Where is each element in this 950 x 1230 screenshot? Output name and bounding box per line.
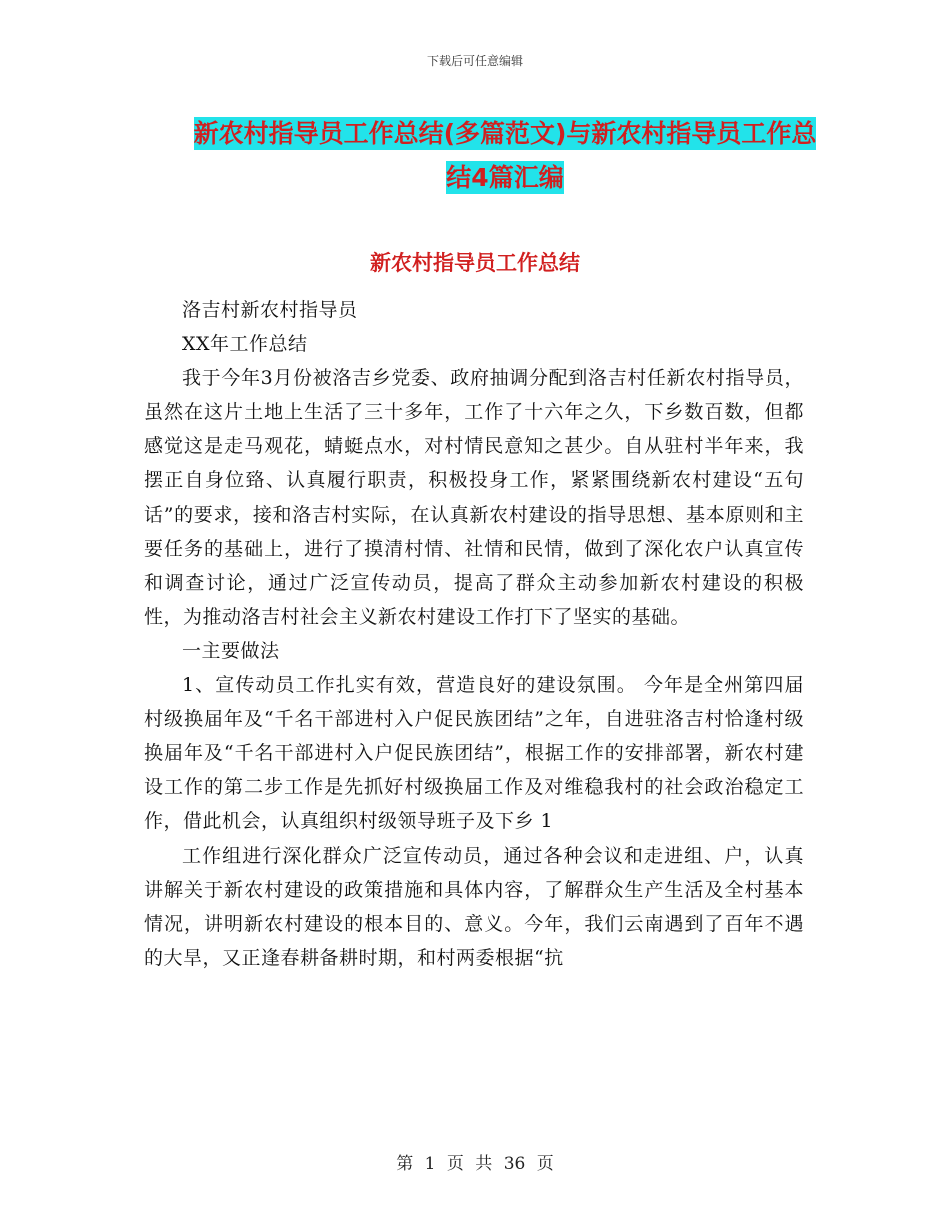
paragraph: 洛吉村新农村指导员 [182, 299, 358, 321]
page-footer: 第 1 页 共 36 页 [396, 1154, 554, 1174]
document-title-text: 新农村指导员工作总结(多篇范文)与新农村指导员工作总结4篇汇编 [193, 119, 817, 192]
paragraph: 工作组进行深化群众广泛宣传动员，通过各种会议和走进组、户，认真讲解关于新农村建设的政策措施和具体内容，了解群众生产生活及全村基本情况，讲明新农村建设的根本目的、意义。今年，我们云南遇到了百年不遇的大旱，又正逢春耕备耕时期，和村两委根据“抗 [144, 844, 804, 969]
document-body [144, 293, 804, 975]
paragraph: 1、宣传动员工作扎实有效，营造良好的建设氛围。 今年是全州第四届村级换届年及“千名干部进村入户促民族团结”之年，自进驻洛吉村恰逢村级换届年及“千名干部进村入户促民族团结”，根据工作的安排部署，新农村建设工作的第二步工作是先抓好村级换届工作及对维稳我村的社会政治稳定工作，借此机会，认真组织村级领导班子及下乡 1 [144, 674, 804, 833]
header-note: 下载后可任意编辑 [426, 54, 523, 68]
paragraph: 一主要做法 [182, 639, 280, 662]
section-title: 新农村指导员工作总结 [370, 251, 580, 275]
document-title [190, 112, 820, 200]
paragraph: 我于今年3月份被洛吉乡党委、政府抽调分配到洛吉村任新农村指导员，虽然在这片土地上生活了三十多年，工作了十六年之久，下乡数百数，但都感觉这是走马观花，蜻蜓点水，对村情民意知之甚少。自从驻村半年来，我摆正自身位臵、认真履行职责，积极投身工作，紧紧围绕新农村建设“五句话”的要求，接和洛吉村实际，在认真新农村建设的指导思想、基本原则和主要任务的基础上，进行了摸清村情、社情和民情，做到了深化农户认真宣传和调查讨论，通过广泛宣传动员，提高了群众主动参加新农村建设的积极性，为推动洛吉村社会主义新农村建设工作打下了坚实的基础。 [144, 367, 804, 628]
paragraph: XX年工作总结 [182, 333, 308, 356]
